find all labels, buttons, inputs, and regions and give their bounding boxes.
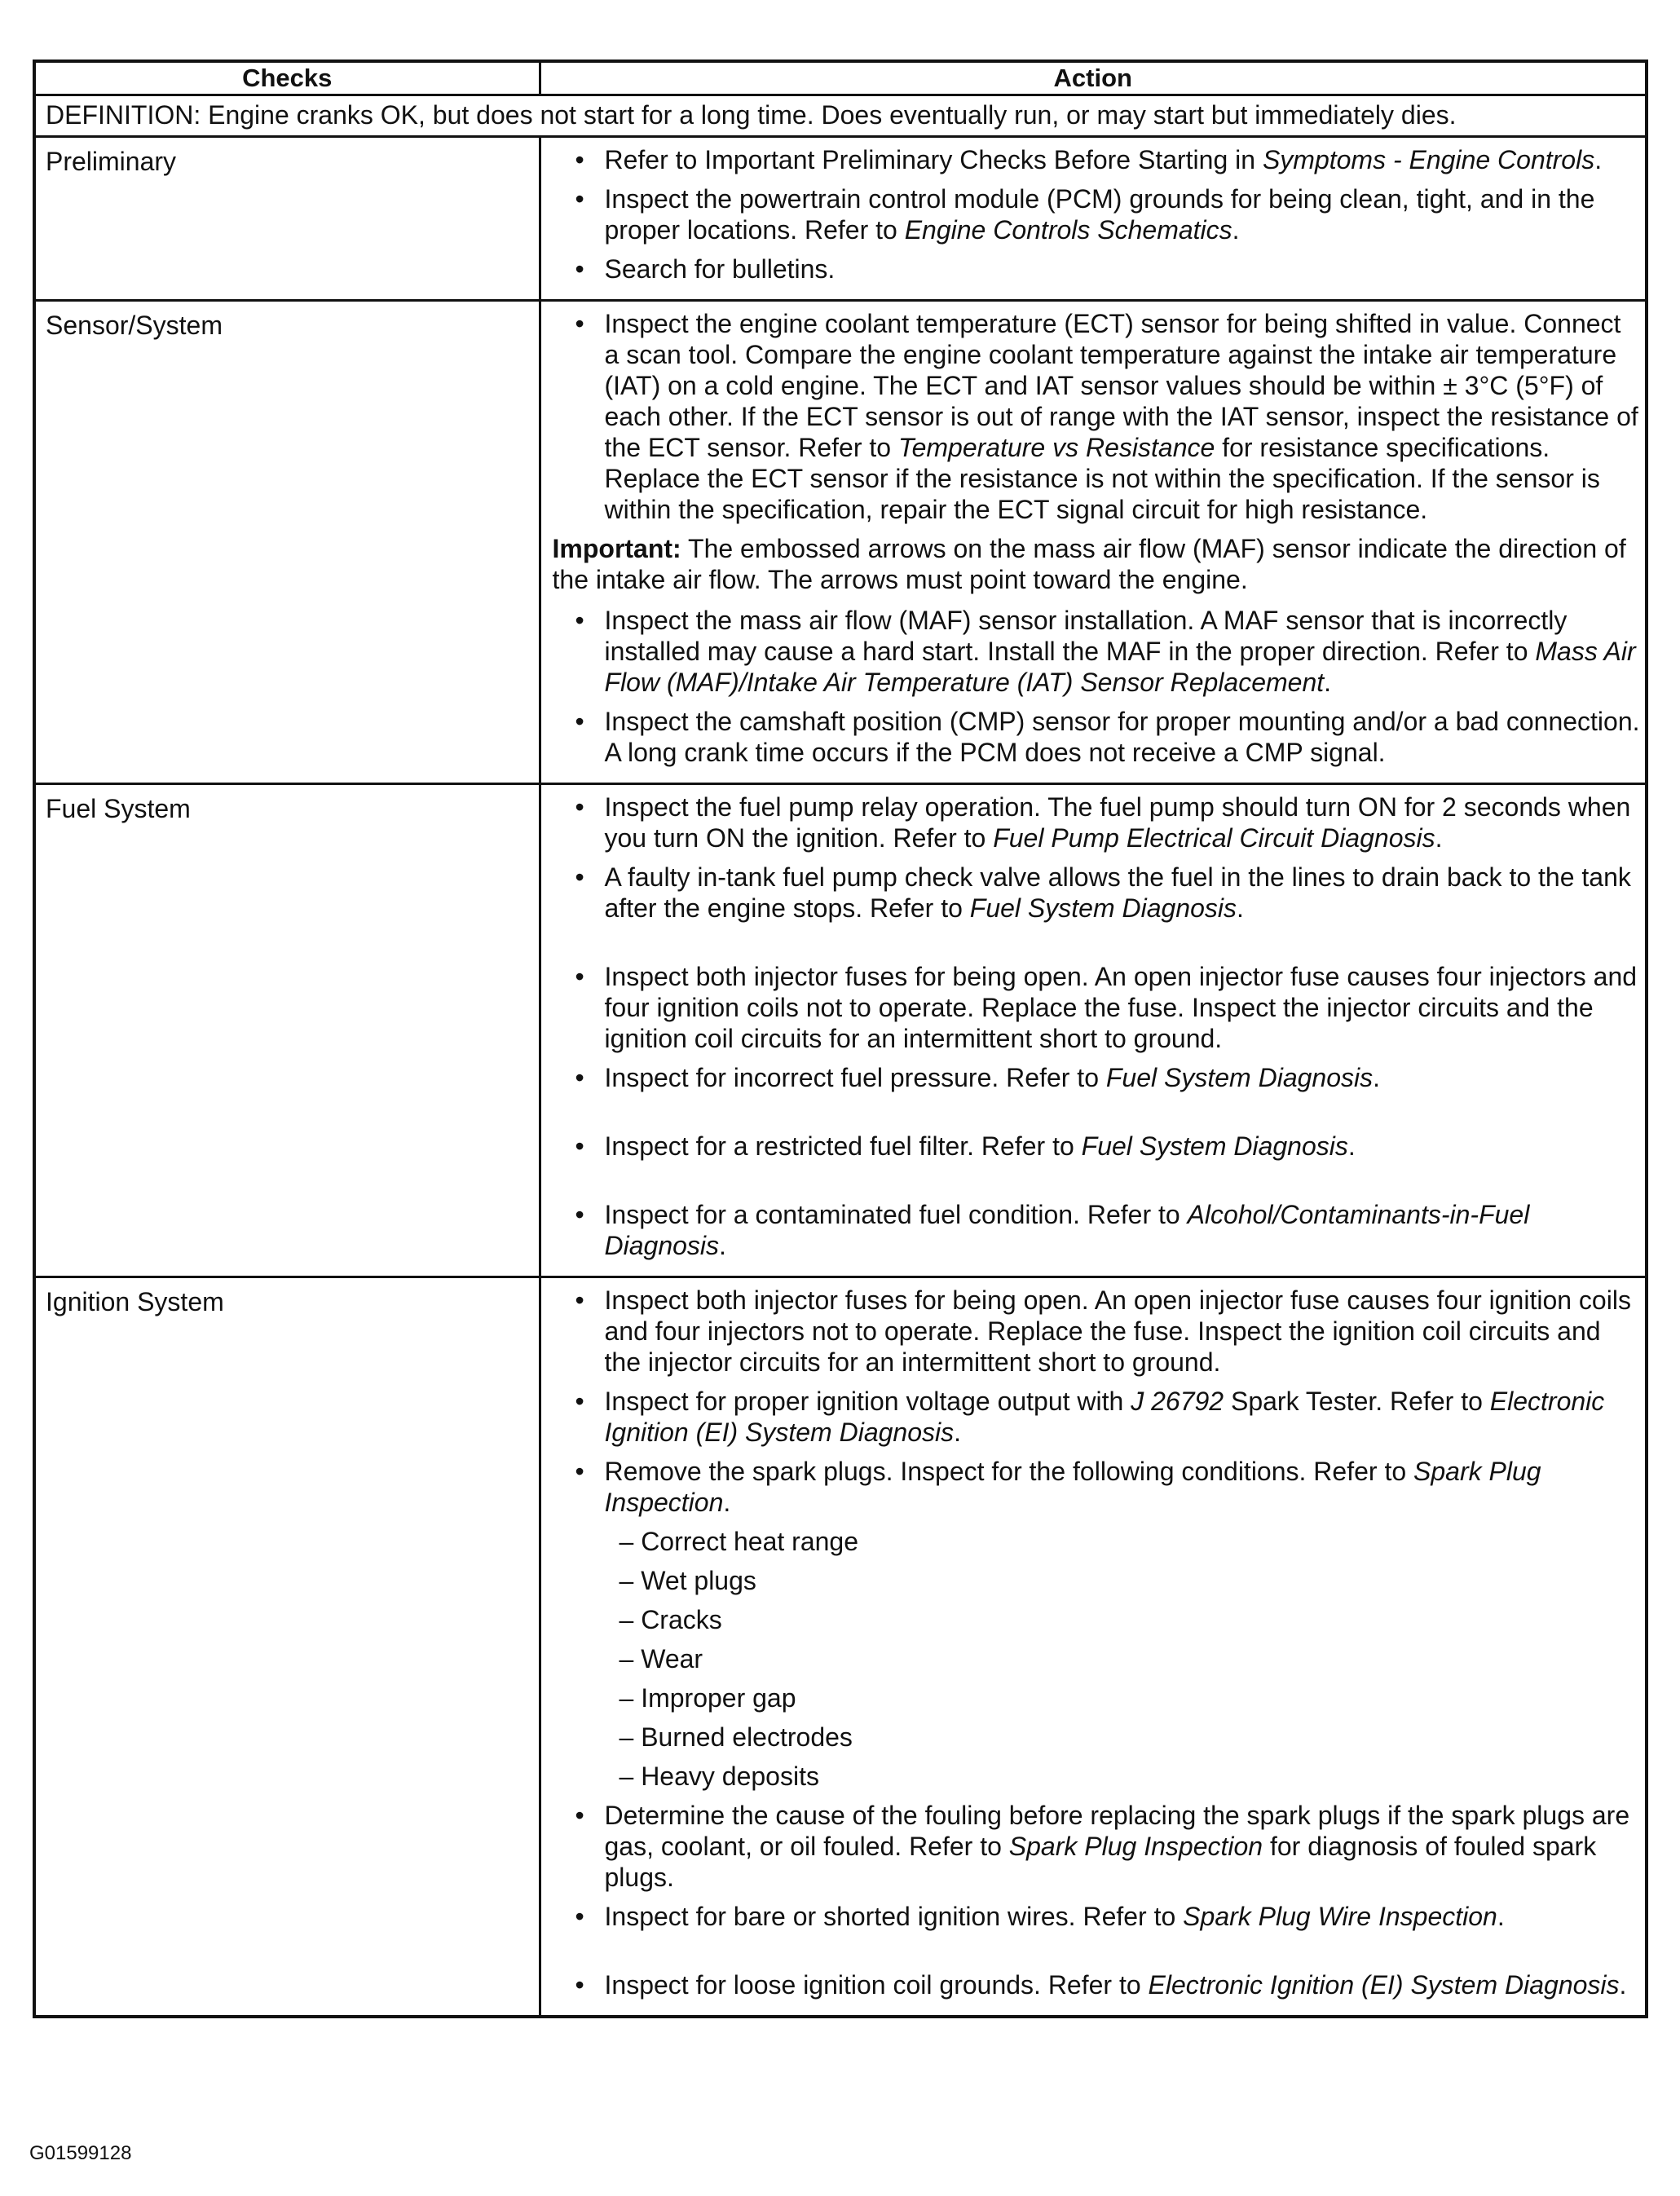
item-text: Inspect for proper ignition voltage output with (604, 1387, 1131, 1416)
item-text: Inspect the engine coolant temperature (ECT) sensor for being shifted in value. Connect a scan tool. Compare the engine coolant temperature against the intake air temperature (IAT) on a cold engine. The ECT and IAT sensor values should be within ± 3°C (5°F) of each other. If the ECT sensor is out of range with the IAT sensor, inspect the resistance of the ECT sensor. Refer to (604, 309, 1638, 462)
reference-text: Electronic Ignition (EI) System Diagnosis (1148, 1970, 1620, 2000)
header-row (34, 61, 1647, 95)
bullet-icon: • (575, 145, 584, 174)
checks-header: Checks (34, 61, 540, 95)
important-text: The embossed arrows on the mass air flow (MAF) sensor indicate the direction of the intake air flow. The arrows must point toward the engine. (552, 534, 1626, 594)
bullet-icon: • (575, 184, 584, 214)
list-item (553, 254, 1641, 284)
list-item (553, 862, 1641, 924)
item-text: . (719, 1231, 726, 1260)
bullet-icon: • (575, 1063, 584, 1092)
reference-text: Fuel Pump Electrical Circuit Diagnosis (993, 823, 1435, 853)
table-row (34, 1277, 1647, 2017)
list-item (553, 1800, 1641, 1893)
condition-item: – Cracks (619, 1605, 722, 1634)
list-item (553, 1199, 1641, 1261)
bullet-icon: • (575, 707, 584, 736)
item-text: for diagnosis of fouled spark plugs. (604, 1832, 1597, 1892)
item-text: . (1497, 1902, 1505, 1931)
list-item (553, 1456, 1641, 1792)
check-cell: Sensor/System (34, 301, 540, 784)
condition-item: – Improper gap (619, 1683, 796, 1713)
item-text: . (1232, 215, 1240, 245)
bullet-icon: • (575, 1200, 584, 1229)
bullet-icon: • (575, 792, 584, 822)
item-text: . (1324, 668, 1332, 697)
item-text: Inspect for bare or shorted ignition wires. Refer to (604, 1902, 1184, 1931)
reference-text: Engine Controls Schematics (904, 215, 1232, 245)
item-text: . (1373, 1063, 1380, 1092)
condition-item: – Wet plugs (619, 1566, 756, 1595)
item-text: . (723, 1488, 731, 1517)
item-text: Inspect the powertrain control module (PCM) grounds for being clean, tight, and in the proper locations. Refer to (604, 184, 1595, 245)
condition-list (605, 1526, 1641, 1792)
item-text: Inspect for a restricted fuel filter. Refer to (604, 1131, 1082, 1161)
list-item (553, 605, 1641, 698)
list-item (553, 706, 1641, 768)
item-text: Spark Tester. Refer to (1224, 1387, 1490, 1416)
item-text: Refer to Important Preliminary Checks Before Starting in (604, 145, 1263, 174)
bullet-icon: • (575, 1285, 584, 1315)
list-item (553, 144, 1641, 175)
action-cell (540, 1277, 1647, 2017)
item-text: Remove the spark plugs. Inspect for the following conditions. Refer to (604, 1457, 1414, 1486)
item-text: Inspect the mass air flow (MAF) sensor installation. A MAF sensor that is incorrectly installed may cause a hard start. Install the MAF in the proper direction. Refer to (604, 606, 1568, 666)
important-label: Important: (552, 534, 681, 563)
important-note (553, 533, 1641, 595)
item-text: Inspect for loose ignition coil grounds. Refer to (604, 1970, 1149, 2000)
reference-text: Spark Plug Inspection (604, 1457, 1541, 1517)
check-cell: Preliminary (34, 137, 540, 301)
condition-item: – Burned electrodes (619, 1722, 853, 1752)
definition-row (34, 95, 1647, 137)
diagnostic-table (33, 60, 1648, 2018)
item-text: A faulty in-tank fuel pump check valve allows the fuel in the lines to drain back to the tank after the engine stops. Refer to (604, 862, 1631, 923)
item-text: . (1347, 1131, 1356, 1161)
item-text: . (1435, 823, 1443, 853)
item-text: . (1237, 893, 1244, 923)
bullet-icon: • (575, 1387, 584, 1416)
list-item (553, 1062, 1641, 1093)
bullet-icon: • (575, 254, 584, 284)
list-item (553, 308, 1641, 525)
reference-text: Spark Plug Wire Inspection (1183, 1902, 1497, 1931)
list-item (553, 1901, 1641, 1932)
reference-text: Spark Plug Inspection (1008, 1832, 1263, 1861)
reference-text: Temperature vs Resistance (897, 433, 1215, 462)
check-cell: Fuel System (34, 784, 540, 1277)
action-list (553, 792, 1641, 1261)
item-text: Search for bulletins. (604, 254, 836, 284)
action-list (553, 605, 1641, 768)
reference-text: Fuel System Diagnosis (969, 893, 1237, 923)
action-cell (540, 301, 1647, 784)
reference-text: J 26792 (1131, 1387, 1224, 1416)
item-text: Determine the cause of the fouling before replacing the spark plugs if the spark plugs are gas, coolant, or oil fouled. Refer to (604, 1801, 1630, 1861)
condition-item: – Heavy deposits (619, 1762, 819, 1791)
item-text: Inspect both injector fuses for being open. An open injector fuse causes four injectors and four ignition coils not to operate. Replace the fuse. Inspect the injector circuits and the ignition coil circuits for an intermittent short to ground. (604, 962, 1638, 1053)
bullet-icon: • (575, 1457, 584, 1486)
reference-text: Alcohol/Contaminants-in-Fuel Diagnosis (604, 1200, 1530, 1260)
reference-text: Fuel System Diagnosis (1081, 1131, 1348, 1161)
list-item (553, 792, 1641, 853)
action-cell (540, 137, 1647, 301)
definition-text: DEFINITION: Engine cranks OK, but does not start for a long time. Does eventually run, or may start but immediately dies. (34, 95, 1647, 137)
list-item (553, 1969, 1641, 2000)
action-list (553, 1285, 1641, 2000)
list-item (553, 1386, 1641, 1448)
reference-text: Mass Air Flow (MAF)/Intake Air Temperature (IAT) Sensor Replacement (604, 637, 1636, 697)
bullet-icon: • (575, 962, 584, 991)
item-text: Inspect for incorrect fuel pressure. Refer to (604, 1063, 1106, 1092)
list-item (553, 183, 1641, 245)
list-item (553, 961, 1641, 1054)
reference-text: Electronic Ignition (EI) System Diagnosis (604, 1387, 1605, 1447)
reference-text: Symptoms - Engine Controls (1262, 145, 1595, 174)
bullet-icon: • (575, 862, 584, 892)
item-text: Inspect the fuel pump relay operation. The fuel pump should turn ON for 2 seconds when you turn ON the ignition. Refer to (604, 792, 1631, 853)
item-text: for resistance specifications. Replace the ECT sensor if the resistance is not within the specification. If the sensor is within the specification, repair the ECT signal circuit for high resistance. (604, 433, 1600, 524)
reference-text: Fuel System Diagnosis (1105, 1063, 1374, 1092)
bullet-icon: • (575, 1902, 584, 1931)
bullet-icon: • (575, 1801, 584, 1830)
check-cell: Ignition System (34, 1277, 540, 2017)
bullet-icon: • (575, 1131, 584, 1161)
item-text: Inspect for a contaminated fuel condition. Refer to (604, 1200, 1188, 1229)
item-text: . (954, 1418, 961, 1447)
table-row (34, 784, 1647, 1277)
bullet-icon: • (575, 309, 584, 338)
action-header: Action (540, 61, 1647, 95)
table-row (34, 301, 1647, 784)
action-list (553, 144, 1641, 284)
item-text: Inspect the camshaft position (CMP) sensor for proper mounting and/or a bad connection. A long crank time occurs if the PCM does not receive a CMP signal. (604, 707, 1640, 767)
list-item (553, 1285, 1641, 1378)
table-row (34, 137, 1647, 301)
item-text: Inspect both injector fuses for being open. An open injector fuse causes four ignition coils and four injectors not to operate. Replace the fuse. Inspect the ignition coil circuits and the injector circuits for an intermittent short to ground. (604, 1285, 1631, 1377)
bullet-icon: • (575, 1970, 584, 2000)
action-cell (540, 784, 1647, 1277)
condition-item: – Wear (619, 1644, 703, 1673)
figure-code: G01599128 (29, 2142, 132, 2164)
condition-item: – Correct heat range (619, 1527, 858, 1556)
bullet-icon: • (575, 606, 584, 635)
item-text: . (1619, 1970, 1627, 2000)
action-list (553, 308, 1641, 525)
item-text: . (1594, 145, 1603, 174)
list-item (553, 1131, 1641, 1162)
